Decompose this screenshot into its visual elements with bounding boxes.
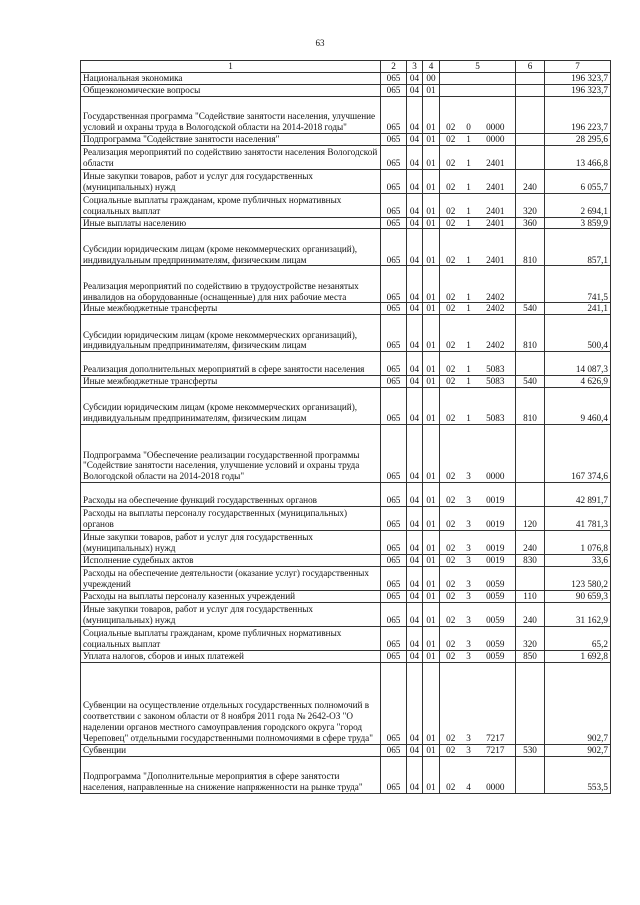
- code-csr-program: 02: [440, 602, 462, 626]
- code-vr: 110: [516, 591, 545, 603]
- amount: 902,7: [545, 744, 611, 756]
- code-pr: 01: [423, 266, 440, 303]
- code-csr-subprogram: 1: [462, 217, 476, 229]
- code-gr: 065: [381, 193, 407, 217]
- table-row: [81, 266, 611, 303]
- code-csr-direction: 0019: [476, 507, 516, 531]
- code-csr-direction: 2401: [476, 169, 516, 193]
- code-csr-direction: 0059: [476, 650, 516, 662]
- amount: 1 076,8: [545, 531, 611, 555]
- row-name: Реализация мероприятий по содействию занятости населения Вологодской области: [81, 145, 381, 169]
- code-vr: 320: [516, 626, 545, 650]
- table-row: [81, 229, 611, 266]
- code-csr-direction: 0059: [476, 567, 516, 591]
- code-pr: 01: [423, 602, 440, 626]
- table-row: [81, 73, 611, 85]
- code-vr: [516, 266, 545, 303]
- code-csr-program: 02: [440, 352, 462, 376]
- code-vr: [516, 145, 545, 169]
- code-csr-direction: 5083: [476, 376, 516, 388]
- table-row: [81, 193, 611, 217]
- table-row: [81, 756, 611, 793]
- code-rz: 04: [407, 756, 423, 793]
- code-gr: 065: [381, 744, 407, 756]
- code-vr: [516, 352, 545, 376]
- code-rz: 04: [407, 217, 423, 229]
- amount: 28 295,6: [545, 133, 611, 145]
- code-rz: 04: [407, 626, 423, 650]
- amount: 241,1: [545, 303, 611, 315]
- header-cell: 6: [516, 61, 545, 73]
- row-name: Расходы на выплаты персоналу государственных (муниципальных) органов: [81, 507, 381, 531]
- code-pr: 01: [423, 303, 440, 315]
- code-csr-direction: 5083: [476, 352, 516, 376]
- code-gr: 065: [381, 531, 407, 555]
- table-row: [81, 531, 611, 555]
- code-rz: 04: [407, 602, 423, 626]
- code-csr-subprogram: 1: [462, 315, 476, 352]
- row-name: Субсидии юридическим лицам (кроме некоммерческих организаций), индивидуальным предпринимателям, физическим лицам: [81, 315, 381, 352]
- code-vr: 120: [516, 507, 545, 531]
- table-row: [81, 555, 611, 567]
- code-rz: 04: [407, 73, 423, 85]
- table-row: [81, 602, 611, 626]
- code-gr: 065: [381, 756, 407, 793]
- code-pr: 01: [423, 84, 440, 96]
- code-csr-subprogram: 1: [462, 388, 476, 425]
- header-cell: 5: [440, 61, 516, 73]
- amount: 4 626,9: [545, 376, 611, 388]
- code-csr-subprogram: 3: [462, 662, 476, 744]
- code-gr: 065: [381, 483, 407, 507]
- code-rz: 04: [407, 315, 423, 352]
- code-vr: 240: [516, 531, 545, 555]
- header-cell: 4: [423, 61, 440, 73]
- code-csr-subprogram: 1: [462, 193, 476, 217]
- code-csr-direction: 2401: [476, 145, 516, 169]
- row-name: Субсидии юридическим лицам (кроме некоммерческих организаций), индивидуальным предпринимателям, физическим лицам: [81, 229, 381, 266]
- table-row: [81, 376, 611, 388]
- code-gr: 065: [381, 602, 407, 626]
- amount: 1 692,8: [545, 650, 611, 662]
- code-csr-program: [440, 84, 462, 96]
- amount: 167 374,6: [545, 425, 611, 483]
- code-rz: 04: [407, 425, 423, 483]
- code-pr: 01: [423, 217, 440, 229]
- code-csr-subprogram: 3: [462, 555, 476, 567]
- table-row: [81, 217, 611, 229]
- row-name: Государственная программа "Содействие занятости населения, улучшение условий и охраны труда в Вологодской области на 2014-2018 годы": [81, 96, 381, 133]
- code-csr-program: 02: [440, 567, 462, 591]
- code-vr: 810: [516, 315, 545, 352]
- code-csr-subprogram: 3: [462, 425, 476, 483]
- code-csr-subprogram: 1: [462, 352, 476, 376]
- code-vr: [516, 567, 545, 591]
- header-cell: 1: [81, 61, 381, 73]
- code-gr: 065: [381, 217, 407, 229]
- header-cell: 3: [407, 61, 423, 73]
- code-csr-direction: 0059: [476, 626, 516, 650]
- code-csr-subprogram: [462, 73, 476, 85]
- code-pr: 01: [423, 507, 440, 531]
- code-rz: 04: [407, 229, 423, 266]
- code-csr-direction: 0019: [476, 555, 516, 567]
- table-row: [81, 591, 611, 603]
- code-rz: 04: [407, 303, 423, 315]
- code-rz: 04: [407, 133, 423, 145]
- code-gr: 065: [381, 388, 407, 425]
- code-rz: 04: [407, 555, 423, 567]
- code-pr: 01: [423, 483, 440, 507]
- code-csr-direction: 0019: [476, 531, 516, 555]
- code-vr: 810: [516, 229, 545, 266]
- code-gr: 065: [381, 303, 407, 315]
- amount: 90 659,3: [545, 591, 611, 603]
- code-rz: 04: [407, 145, 423, 169]
- code-csr-direction: 0000: [476, 133, 516, 145]
- code-rz: 04: [407, 483, 423, 507]
- code-rz: 04: [407, 531, 423, 555]
- code-csr-direction: 2401: [476, 193, 516, 217]
- code-pr: 01: [423, 388, 440, 425]
- code-csr-direction: 2402: [476, 266, 516, 303]
- code-pr: 01: [423, 531, 440, 555]
- code-csr-direction: 2401: [476, 229, 516, 266]
- code-rz: 04: [407, 388, 423, 425]
- code-csr-program: 02: [440, 229, 462, 266]
- code-vr: 810: [516, 388, 545, 425]
- row-name: Расходы на обеспечение деятельности (оказание услуг) государственных учреждений: [81, 567, 381, 591]
- code-csr-program: 02: [440, 169, 462, 193]
- code-gr: 065: [381, 266, 407, 303]
- code-vr: 320: [516, 193, 545, 217]
- code-pr: 01: [423, 650, 440, 662]
- row-name: Иные закупки товаров, работ и услуг для государственных (муниципальных) нужд: [81, 169, 381, 193]
- code-csr-program: 02: [440, 756, 462, 793]
- code-csr-program: 02: [440, 133, 462, 145]
- code-gr: 065: [381, 425, 407, 483]
- code-rz: 04: [407, 567, 423, 591]
- code-vr: [516, 483, 545, 507]
- row-name: Иные межбюджетные трансферты: [81, 303, 381, 315]
- code-rz: 04: [407, 744, 423, 756]
- code-gr: 065: [381, 133, 407, 145]
- code-gr: 065: [381, 376, 407, 388]
- code-csr-program: 02: [440, 507, 462, 531]
- table-row: [81, 303, 611, 315]
- code-csr-subprogram: 1: [462, 229, 476, 266]
- row-name: Общеэкономические вопросы: [81, 84, 381, 96]
- code-rz: 04: [407, 96, 423, 133]
- code-csr-subprogram: 3: [462, 507, 476, 531]
- code-csr-program: 02: [440, 217, 462, 229]
- code-gr: 065: [381, 555, 407, 567]
- code-gr: 065: [381, 662, 407, 744]
- row-name: Субвенции: [81, 744, 381, 756]
- code-vr: 240: [516, 602, 545, 626]
- row-name: Реализация мероприятий по содействию в трудоустройстве незанятых инвалидов на оборудованные (оснащенные) для них рабочие места: [81, 266, 381, 303]
- amount: 857,1: [545, 229, 611, 266]
- code-csr-program: 02: [440, 266, 462, 303]
- code-pr: 01: [423, 425, 440, 483]
- amount: 6 055,7: [545, 169, 611, 193]
- table-row: [81, 567, 611, 591]
- code-csr-subprogram: 1: [462, 145, 476, 169]
- amount: 65,2: [545, 626, 611, 650]
- code-csr-program: 02: [440, 303, 462, 315]
- code-csr-program: 02: [440, 483, 462, 507]
- code-rz: 04: [407, 193, 423, 217]
- table-row: [81, 145, 611, 169]
- header-cell: 7: [545, 61, 611, 73]
- code-csr-subprogram: 3: [462, 602, 476, 626]
- code-gr: 065: [381, 591, 407, 603]
- code-csr-direction: [476, 84, 516, 96]
- code-csr-direction: 0019: [476, 483, 516, 507]
- code-csr-program: 02: [440, 96, 462, 133]
- code-pr: 01: [423, 555, 440, 567]
- code-gr: 065: [381, 84, 407, 96]
- amount: 500,4: [545, 315, 611, 352]
- code-gr: 065: [381, 507, 407, 531]
- code-gr: 065: [381, 96, 407, 133]
- table-row: [81, 744, 611, 756]
- code-vr: [516, 84, 545, 96]
- code-csr-program: 02: [440, 662, 462, 744]
- row-name: Подпрограмма "Содействие занятости населения": [81, 133, 381, 145]
- code-gr: 065: [381, 145, 407, 169]
- row-name: Иные закупки товаров, работ и услуг для государственных (муниципальных) нужд: [81, 602, 381, 626]
- code-vr: 830: [516, 555, 545, 567]
- row-name: Иные выплаты населению: [81, 217, 381, 229]
- amount: 553,5: [545, 756, 611, 793]
- code-vr: [516, 425, 545, 483]
- amount: 196 223,7: [545, 96, 611, 133]
- table-row: [81, 650, 611, 662]
- code-rz: 04: [407, 352, 423, 376]
- table-row: [81, 169, 611, 193]
- code-csr-subprogram: 0: [462, 96, 476, 133]
- code-csr-program: 02: [440, 591, 462, 603]
- amount: 41 781,3: [545, 507, 611, 531]
- code-vr: [516, 756, 545, 793]
- code-csr-subprogram: 3: [462, 650, 476, 662]
- page-number: 63: [315, 38, 325, 48]
- code-csr-subprogram: 3: [462, 531, 476, 555]
- code-csr-direction: 0000: [476, 756, 516, 793]
- code-vr: 360: [516, 217, 545, 229]
- code-gr: 065: [381, 352, 407, 376]
- table-row: [81, 507, 611, 531]
- code-vr: 540: [516, 376, 545, 388]
- code-gr: 065: [381, 626, 407, 650]
- row-name: Субвенции на осуществление отдельных государственных полномочий в соответствии с законом области от 8 ноября 2011 года № 2642-ОЗ "О наделении органов местного самоуправления городского округа "город Череповец" отдельными государственными полномочиями в сфере труда": [81, 662, 381, 744]
- code-csr-subprogram: 3: [462, 567, 476, 591]
- code-csr-program: 02: [440, 744, 462, 756]
- code-csr-program: 02: [440, 376, 462, 388]
- amount: 196 323,7: [545, 73, 611, 85]
- code-gr: 065: [381, 315, 407, 352]
- amount: 2 694,1: [545, 193, 611, 217]
- code-csr-direction: [476, 73, 516, 85]
- code-rz: 04: [407, 650, 423, 662]
- code-pr: 01: [423, 229, 440, 266]
- row-name: Национальная экономика: [81, 73, 381, 85]
- table-row: [81, 352, 611, 376]
- code-csr-subprogram: 3: [462, 626, 476, 650]
- row-name: Социальные выплаты гражданам, кроме публичных нормативных социальных выплат: [81, 193, 381, 217]
- code-pr: 01: [423, 662, 440, 744]
- code-csr-subprogram: [462, 84, 476, 96]
- code-vr: [516, 662, 545, 744]
- table-row: [81, 662, 611, 744]
- budget-table: [80, 60, 611, 794]
- table-row: [81, 626, 611, 650]
- code-gr: 065: [381, 169, 407, 193]
- code-pr: 00: [423, 73, 440, 85]
- code-csr-direction: 7217: [476, 744, 516, 756]
- code-pr: 01: [423, 626, 440, 650]
- row-name: Иные межбюджетные трансферты: [81, 376, 381, 388]
- table-body: [81, 61, 611, 794]
- code-pr: 01: [423, 96, 440, 133]
- code-vr: 530: [516, 744, 545, 756]
- code-csr-direction: 0059: [476, 602, 516, 626]
- row-name: Уплата налогов, сборов и иных платежей: [81, 650, 381, 662]
- table-row: [81, 388, 611, 425]
- code-csr-subprogram: 1: [462, 376, 476, 388]
- amount: 13 466,8: [545, 145, 611, 169]
- code-pr: 01: [423, 376, 440, 388]
- code-rz: 04: [407, 266, 423, 303]
- code-csr-subprogram: 4: [462, 756, 476, 793]
- code-csr-subprogram: 3: [462, 744, 476, 756]
- code-csr-direction: 5083: [476, 388, 516, 425]
- code-csr-subprogram: 1: [462, 133, 476, 145]
- code-rz: 04: [407, 376, 423, 388]
- code-gr: 065: [381, 229, 407, 266]
- row-name: Расходы на выплаты персоналу казенных учреждений: [81, 591, 381, 603]
- code-csr-program: 02: [440, 626, 462, 650]
- code-csr-program: 02: [440, 315, 462, 352]
- row-name: Иные закупки товаров, работ и услуг для государственных (муниципальных) нужд: [81, 531, 381, 555]
- code-csr-direction: 0000: [476, 425, 516, 483]
- code-rz: 04: [407, 84, 423, 96]
- row-name: Исполнение судебных актов: [81, 555, 381, 567]
- amount: 33,6: [545, 555, 611, 567]
- code-csr-subprogram: 1: [462, 266, 476, 303]
- code-csr-direction: 2401: [476, 217, 516, 229]
- row-name: Субсидии юридическим лицам (кроме некоммерческих организаций), индивидуальным предпринимателям, физическим лицам: [81, 388, 381, 425]
- code-vr: [516, 96, 545, 133]
- code-csr-direction: 0000: [476, 96, 516, 133]
- amount: 9 460,4: [545, 388, 611, 425]
- code-csr-direction: 2402: [476, 303, 516, 315]
- code-pr: 01: [423, 315, 440, 352]
- code-csr-subprogram: 3: [462, 591, 476, 603]
- header-row: [81, 61, 611, 73]
- row-name: Подпрограмма "Дополнительные мероприятия в сфере занятости населения, направленные на снижение напряженности на рынке труда": [81, 756, 381, 793]
- amount: 31 162,9: [545, 602, 611, 626]
- row-name: Подпрограмма "Обеспечение реализации государственной программы "Содействие занятости населения, улучшение условий и охраны труда Вологодской области на 2014-2018 годы": [81, 425, 381, 483]
- code-pr: 01: [423, 567, 440, 591]
- row-name: Реализация дополнительных мероприятий в сфере занятости населения: [81, 352, 381, 376]
- code-csr-subprogram: 1: [462, 169, 476, 193]
- code-rz: 04: [407, 507, 423, 531]
- code-pr: 01: [423, 169, 440, 193]
- code-vr: 540: [516, 303, 545, 315]
- code-pr: 01: [423, 352, 440, 376]
- code-csr-subprogram: 1: [462, 303, 476, 315]
- amount: 3 859,9: [545, 217, 611, 229]
- amount: 196 323,7: [545, 84, 611, 96]
- table-row: [81, 84, 611, 96]
- code-vr: [516, 133, 545, 145]
- code-rz: 04: [407, 169, 423, 193]
- code-rz: 04: [407, 591, 423, 603]
- code-csr-program: 02: [440, 531, 462, 555]
- code-csr-subprogram: 3: [462, 483, 476, 507]
- code-vr: 850: [516, 650, 545, 662]
- table-row: [81, 133, 611, 145]
- code-csr-program: 02: [440, 555, 462, 567]
- code-rz: 04: [407, 662, 423, 744]
- code-pr: 01: [423, 133, 440, 145]
- amount: 42 891,7: [545, 483, 611, 507]
- code-csr-program: [440, 73, 462, 85]
- code-vr: [516, 73, 545, 85]
- code-gr: 065: [381, 650, 407, 662]
- code-pr: 01: [423, 756, 440, 793]
- code-csr-direction: 7217: [476, 662, 516, 744]
- table-row: [81, 96, 611, 133]
- code-pr: 01: [423, 591, 440, 603]
- amount: 741,5: [545, 266, 611, 303]
- code-pr: 01: [423, 193, 440, 217]
- amount: 14 087,3: [545, 352, 611, 376]
- row-name: Социальные выплаты гражданам, кроме публичных нормативных социальных выплат: [81, 626, 381, 650]
- code-pr: 01: [423, 145, 440, 169]
- amount: 902,7: [545, 662, 611, 744]
- code-csr-direction: 2402: [476, 315, 516, 352]
- code-pr: 01: [423, 744, 440, 756]
- table-row: [81, 315, 611, 352]
- code-gr: 065: [381, 73, 407, 85]
- code-gr: 065: [381, 567, 407, 591]
- code-csr-program: 02: [440, 425, 462, 483]
- header-cell: 2: [381, 61, 407, 73]
- row-name: Расходы на обеспечение функций государственных органов: [81, 483, 381, 507]
- code-csr-program: 02: [440, 193, 462, 217]
- code-csr-program: 02: [440, 388, 462, 425]
- code-vr: 240: [516, 169, 545, 193]
- code-csr-program: 02: [440, 650, 462, 662]
- table-row: [81, 425, 611, 483]
- code-csr-program: 02: [440, 145, 462, 169]
- table-row: [81, 483, 611, 507]
- amount: 123 580,2: [545, 567, 611, 591]
- code-csr-direction: 0059: [476, 591, 516, 603]
